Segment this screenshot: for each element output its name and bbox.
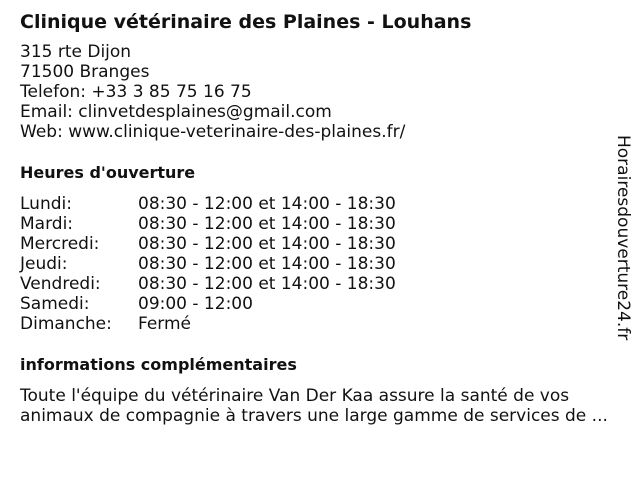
hours-row bbox=[20, 234, 396, 254]
hours-row bbox=[20, 254, 396, 274]
clinic-card bbox=[20, 10, 610, 426]
address-street: 315 rte Dijon bbox=[20, 42, 132, 62]
hours-day: Samedi: bbox=[20, 294, 90, 314]
info-line-2: animaux de compagnie à travers une large gamme de services de ... bbox=[20, 406, 608, 426]
hours-time: Fermé bbox=[138, 314, 192, 334]
hours-row bbox=[20, 214, 396, 234]
hours-time: 08:30 - 12:00 et 14:00 - 18:30 bbox=[138, 234, 396, 254]
hours-time: 08:30 - 12:00 et 14:00 - 18:30 bbox=[138, 254, 396, 274]
web-line: Web: www.clinique-veterinaire-des-plaines.fr/ bbox=[20, 122, 406, 142]
hours-time: 08:30 - 12:00 et 14:00 - 18:30 bbox=[138, 194, 396, 214]
hours-time: 08:30 - 12:00 et 14:00 - 18:30 bbox=[138, 274, 396, 294]
hours-table bbox=[20, 194, 396, 334]
hours-heading: Heures d'ouverture bbox=[20, 163, 196, 182]
hours-day: Lundi: bbox=[20, 194, 72, 214]
hours-row bbox=[20, 294, 396, 314]
info-line-1: Toute l'équipe du vétérinaire Van Der Kaa assure la santé de vos bbox=[20, 386, 570, 406]
hours-row bbox=[20, 314, 396, 334]
hours-day: Vendredi: bbox=[20, 274, 101, 294]
hours-time: 09:00 - 12:00 bbox=[138, 294, 253, 314]
hours-time: 08:30 - 12:00 et 14:00 - 18:30 bbox=[138, 214, 396, 234]
address-city: 71500 Branges bbox=[20, 62, 150, 82]
hours-row bbox=[20, 274, 396, 294]
hours-day: Dimanche: bbox=[20, 314, 112, 334]
hours-day: Mercredi: bbox=[20, 234, 100, 254]
phone-line: Telefon: +33 3 85 75 16 75 bbox=[20, 82, 252, 102]
site-watermark: Horairesdouverture24.fr bbox=[613, 135, 633, 341]
hours-day: Jeudi: bbox=[20, 254, 68, 274]
email-line: Email: clinvetdesplaines@gmail.com bbox=[20, 102, 332, 122]
hours-day: Mardi: bbox=[20, 214, 74, 234]
info-heading: informations complémentaires bbox=[20, 355, 297, 374]
hours-row bbox=[20, 194, 396, 214]
clinic-title: Clinique vétérinaire des Plaines - Louhans bbox=[20, 11, 472, 33]
